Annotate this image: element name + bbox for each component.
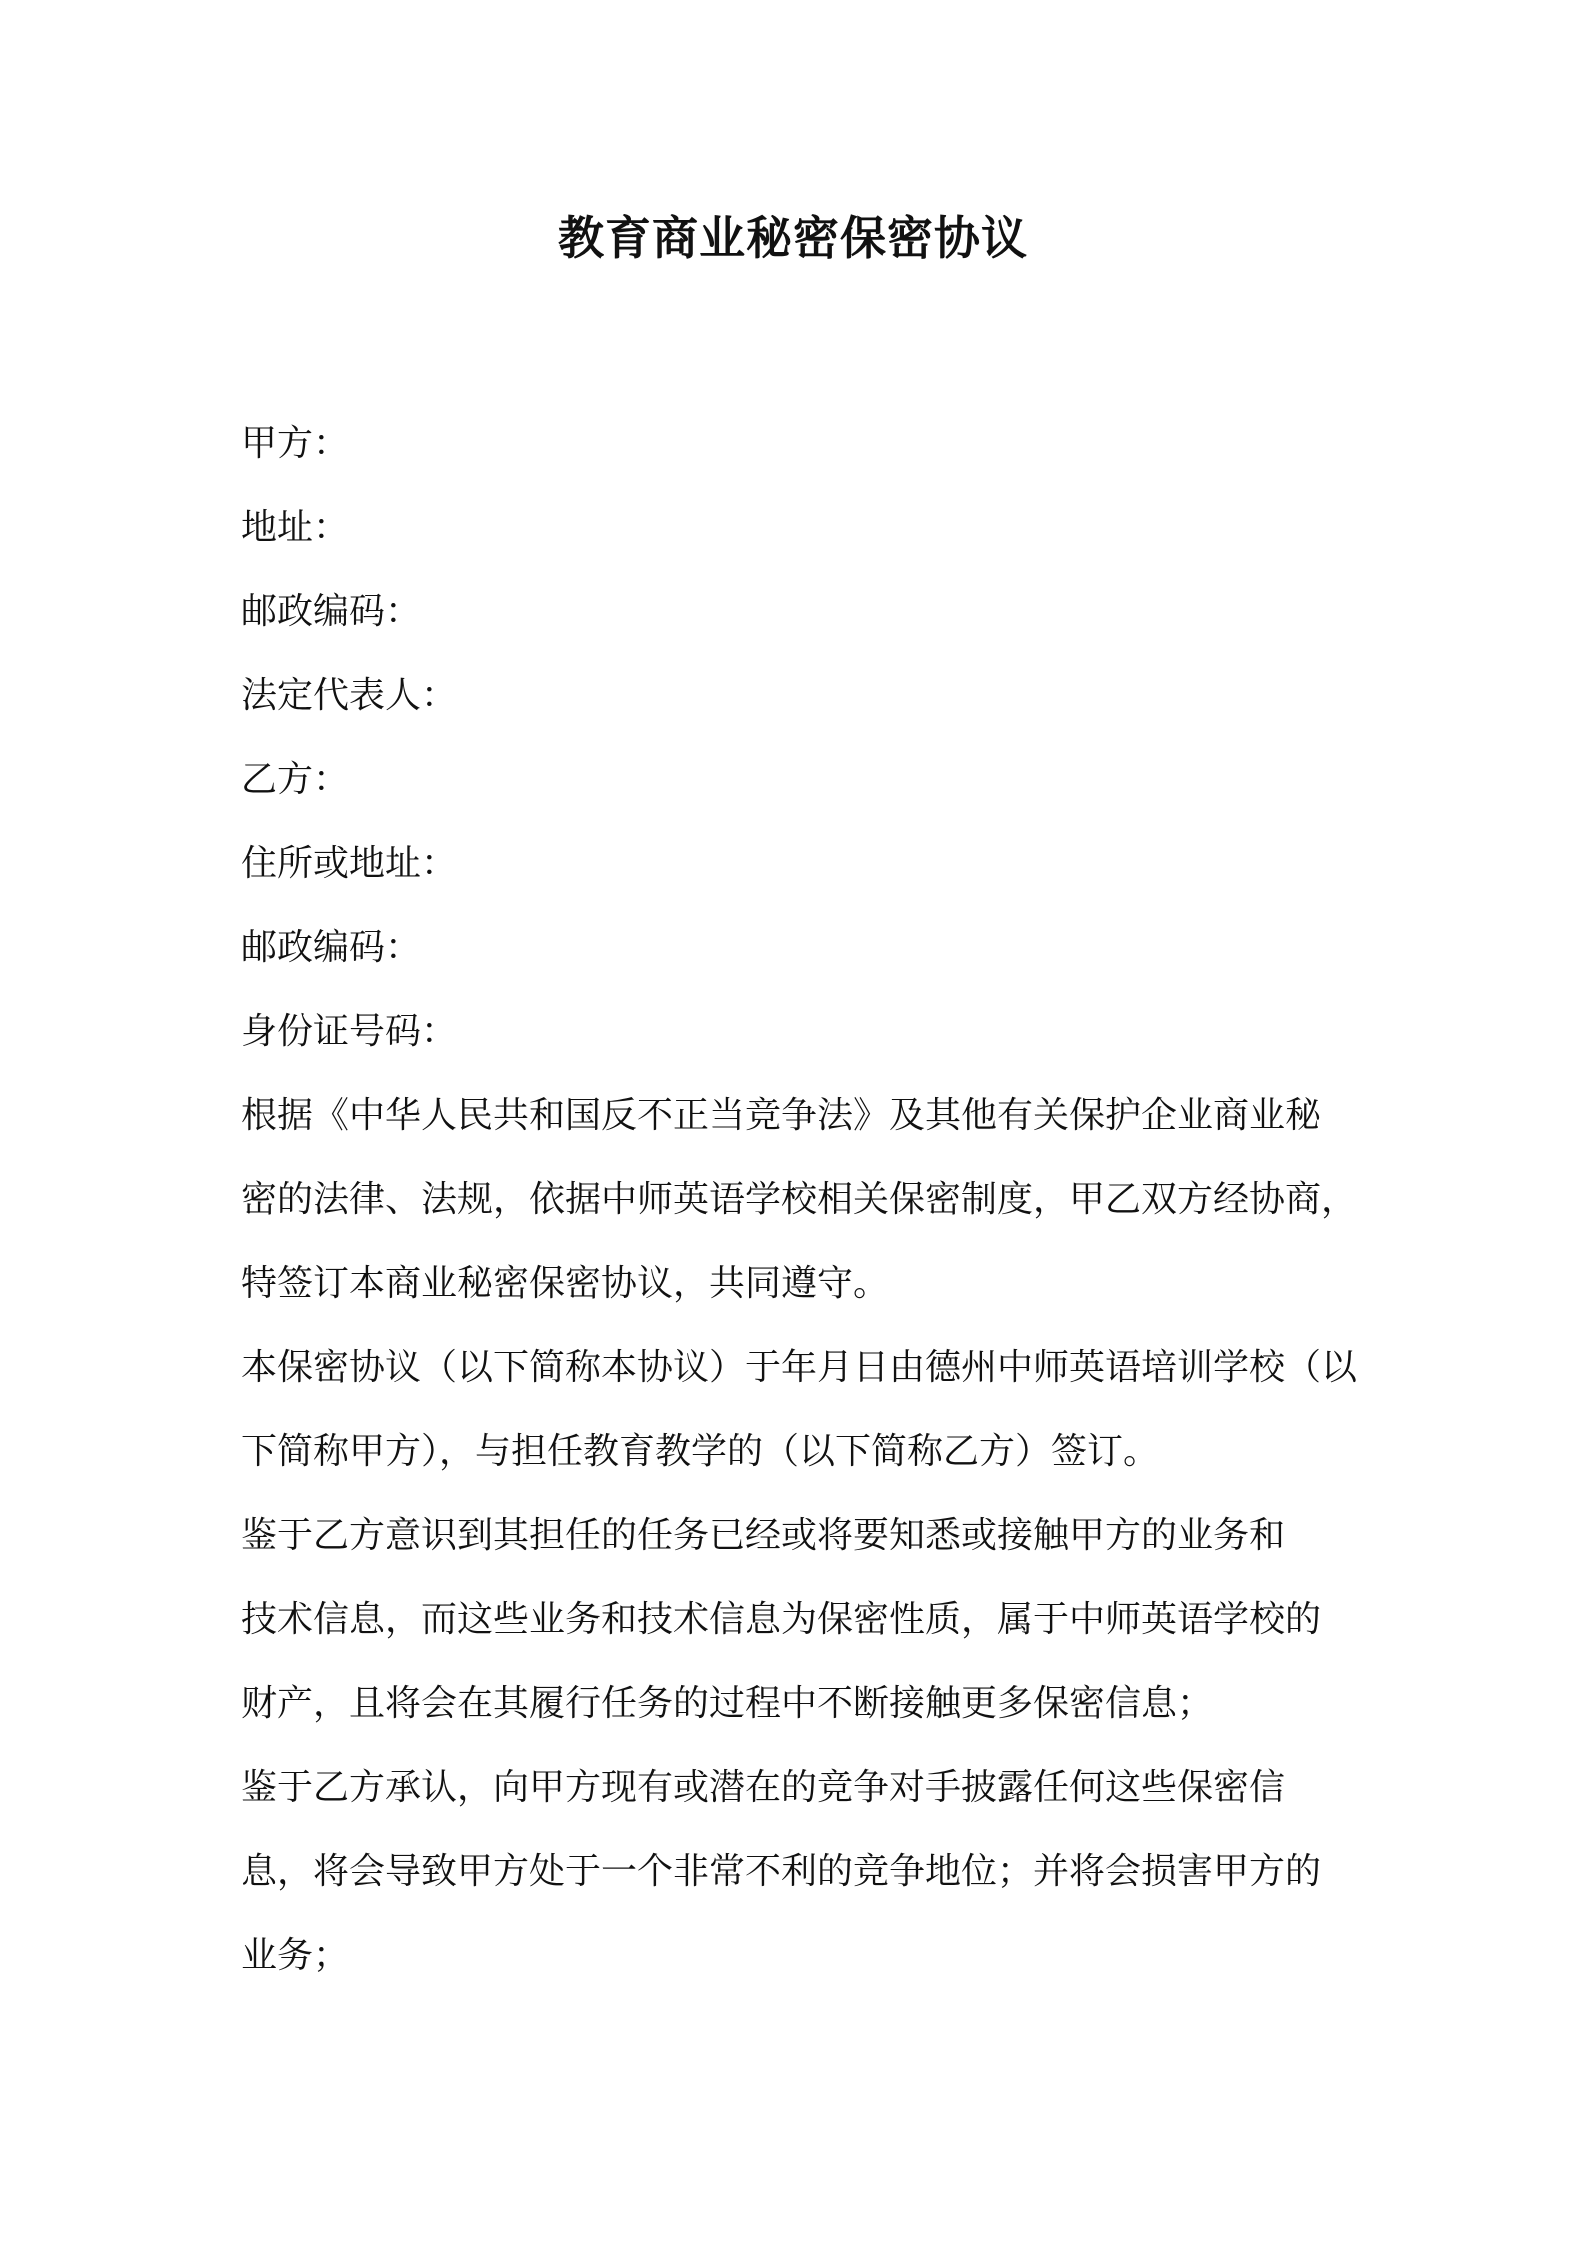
paragraph-legal-basis <box>241 1074 1361 1326</box>
paragraph-line: 本保密协议（以下简称本协议）于年月日由德州中师英语培训学校（以 <box>241 1347 1358 1388</box>
field-party-a: 甲方： <box>241 423 350 464</box>
field-postal-code-b: 邮政编码： <box>241 927 422 968</box>
field-postal-code-a: 邮政编码： <box>241 591 422 632</box>
field-legal-representative: 法定代表人： <box>241 675 458 716</box>
paragraph-line: 技术信息，而这些业务和技术信息为保密性质，属于中师英语学校的 <box>241 1599 1322 1640</box>
field-residence-address: 住所或地址： <box>241 843 458 884</box>
field-party-b: 乙方： <box>241 759 350 800</box>
document-body <box>241 402 1361 1998</box>
paragraph-line: 鉴于乙方意识到其担任的任务已经或将要知悉或接触甲方的业务和 <box>241 1515 1286 1556</box>
document-title: 教育商业秘密保密协议 <box>558 211 1028 265</box>
paragraph-line: 特签订本商业秘密保密协议，共同遵守。 <box>241 1263 890 1304</box>
paragraph-line: 业务； <box>241 1935 350 1976</box>
field-id-number: 身份证号码： <box>241 1011 458 1052</box>
paragraph-line: 密的法律、法规，依据中师英语学校相关保密制度，甲乙双方经协商， <box>241 1179 1358 1220</box>
paragraph-line: 下简称甲方），与担任教育教学的（以下简称乙方）签订。 <box>241 1431 1160 1472</box>
paragraph-awareness <box>241 1494 1361 1746</box>
paragraph-agreement-parties <box>241 1326 1361 1494</box>
party-fields <box>241 402 1361 1074</box>
paragraph-line: 财产，且将会在其履行任务的过程中不断接触更多保密信息； <box>241 1683 1214 1724</box>
paragraph-line: 息，将会导致甲方处于一个非常不利的竞争地位；并将会损害甲方的 <box>241 1851 1322 1892</box>
paragraph-line: 根据《中华人民共和国反不正当竞争法》及其他有关保护企业商业秘 <box>241 1095 1322 1136</box>
paragraph-line: 鉴于乙方承认，向甲方现有或潜在的竞争对手披露任何这些保密信 <box>241 1767 1286 1808</box>
field-address: 地址： <box>241 507 350 548</box>
paragraph-acknowledgement <box>241 1746 1361 1998</box>
